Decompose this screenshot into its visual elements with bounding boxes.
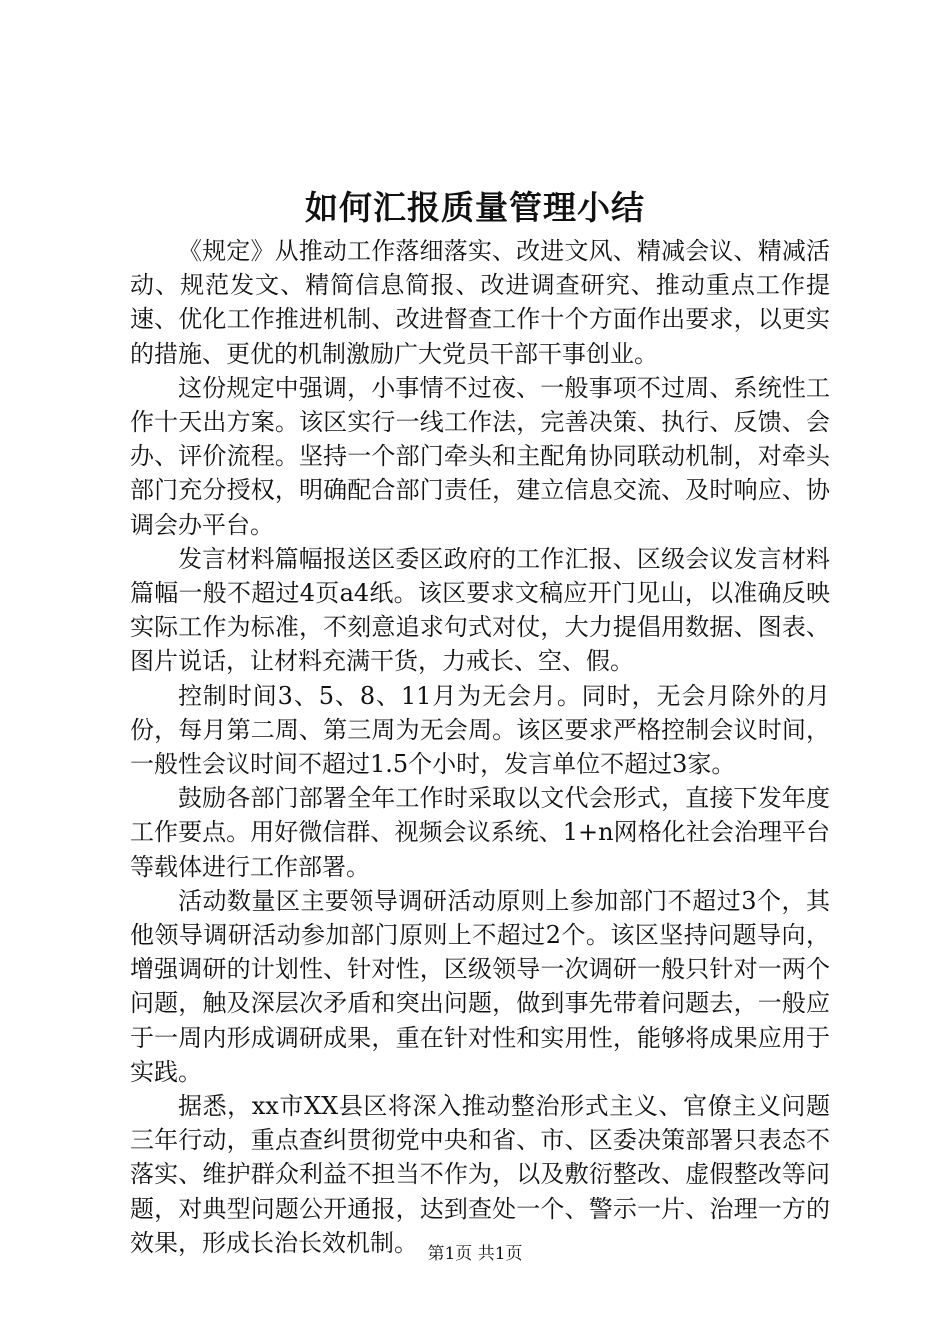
- document-body: [130, 234, 830, 1260]
- page-number-footer: 第1页 共1页: [427, 1244, 523, 1264]
- paragraph-4: 控制时间3、5、8、11月为无会月。同时，无会月除外的月份，每月第二周、第三周为无会周。该区要求严格控制会议时间，一般性会议时间不超过1.5个小时，发言单位不超过3家。: [130, 681, 830, 779]
- document-title: 如何汇报质量管理小结: [305, 188, 645, 227]
- paragraph-6: 活动数量区主要领导调研活动原则上参加部门不超过3个，其他领导调研活动参加部门原则上不超过2个。该区坚持问题导向，增强调研的计划性、针对性，区级领导一次调研一般只针对一两个问题，触及深层次矛盾和突出问题，做到事先带着问题去，一般应于一周内形成调研成果，重在针对性和实用性，能够将成果应用于实践。: [130, 886, 830, 1086]
- paragraph-5: 鼓励各部门部署全年工作时采取以文代会形式，直接下发年度工作要点。用好微信群、视频会议系统、1+n网格化社会治理平台等载体进行工作部署。: [130, 784, 830, 881]
- paragraph-7: 据悉，xx市XX县区将深入推动整治形式主义、官僚主义问题三年行动，重点查纠贯彻党中央和省、市、区委决策部署只表态不落实、维护群众利益不担当不作为，以及敷衍整改、虚假整改等问题，对典型问题公开通报，达到查处一个、警示一片、治理一方的效果，形成长治长效机制。: [130, 1092, 830, 1257]
- paragraph-2: 这份规定中强调，小事情不过夜、一般事项不过周、系统性工作十天出方案。该区实行一线工作法，完善决策、执行、反馈、会办、评价流程。坚持一个部门牵头和主配角协同联动机制，对牵头部门充分授权，明确配合部门责任，建立信息交流、及时响应、协调会办平台。: [130, 373, 830, 539]
- paragraph-3: 发言材料篇幅报送区委区政府的工作汇报、区级会议发言材料篇幅一般不超过4页a4纸。该区要求文稿应开门见山，以准确反映实际工作为标准，不刻意追求句式对仗，大力提倡用数据、图表、图片说话，让材料充满干货，力戒长、空、假。: [130, 544, 830, 676]
- paragraph-1: 《规定》从推动工作落细落实、改进文风、精减会议、精减活动、规范发文、精简信息简报、改进调查研究、推动重点工作提速、优化工作推进机制、改进督查工作十个方面作出要求，以更实的措施、更优的机制激励广大党员干部干事创业。: [130, 237, 830, 368]
